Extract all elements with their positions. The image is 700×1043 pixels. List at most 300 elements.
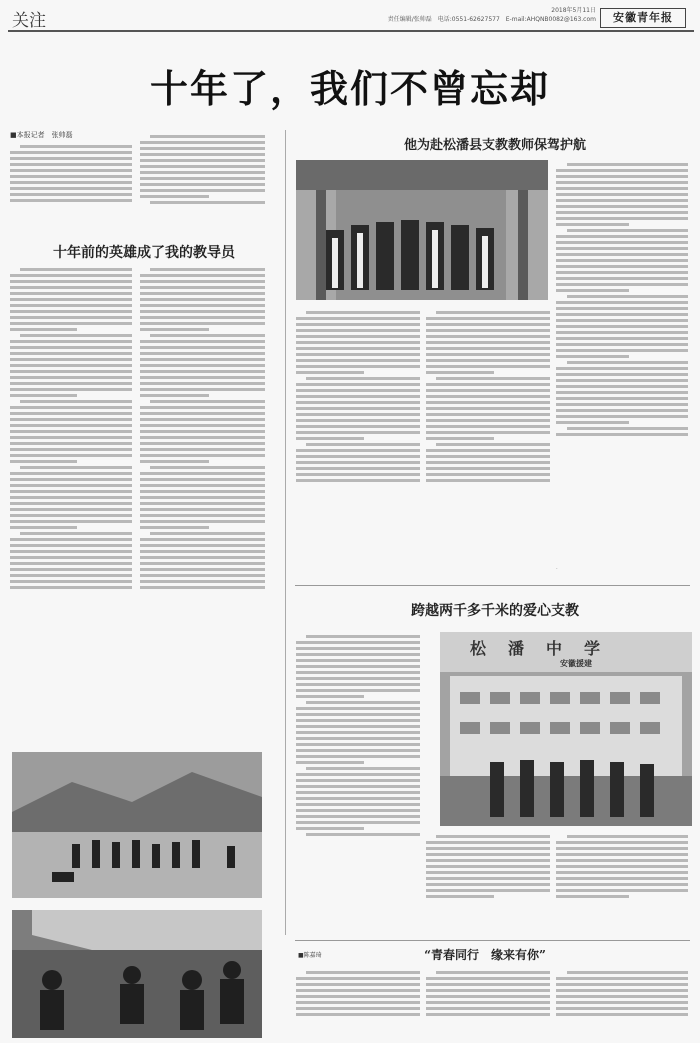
text-line — [150, 268, 265, 271]
text-line — [556, 877, 688, 880]
photo-songpan-school — [440, 632, 692, 826]
masthead: 安徽青年报 — [600, 8, 686, 28]
text-line — [556, 181, 688, 184]
text-line — [296, 995, 420, 998]
text-line — [556, 175, 688, 178]
text-line — [296, 389, 420, 392]
text-line — [140, 364, 265, 367]
text-line — [140, 183, 265, 186]
text-line — [10, 298, 132, 301]
text-block-bottom-1 — [296, 968, 420, 1038]
text-line — [556, 995, 688, 998]
text-block-right-top-1 — [296, 308, 420, 566]
text-line — [556, 343, 688, 346]
text-line — [10, 316, 132, 319]
text-line — [10, 304, 132, 307]
text-line — [436, 971, 550, 974]
text-line — [556, 853, 688, 856]
text-line — [296, 653, 420, 656]
editor-line: 责任编辑/张帅磊 电话:0551-62627577 E-mail:AHQNB0082@163.com — [387, 16, 596, 23]
text-line — [10, 472, 132, 475]
text-line — [296, 809, 420, 812]
text-line — [296, 359, 420, 362]
text-line — [10, 418, 132, 421]
text-line — [140, 568, 265, 571]
text-line — [140, 382, 265, 385]
text-line — [556, 331, 688, 334]
text-line — [10, 454, 132, 457]
text-line — [140, 454, 265, 457]
text-line — [20, 466, 132, 469]
text-line — [556, 355, 629, 358]
text-line — [436, 377, 550, 380]
text-line — [140, 586, 265, 589]
text-line — [426, 865, 550, 868]
text-line — [426, 425, 550, 428]
text-line — [150, 466, 265, 469]
text-line — [556, 271, 688, 274]
text-line — [556, 409, 688, 412]
text-line — [296, 413, 420, 416]
text-line — [556, 307, 688, 310]
text-line — [556, 403, 688, 406]
text-line — [10, 436, 132, 439]
text-line — [567, 361, 688, 364]
text-line — [10, 328, 77, 331]
text-line — [140, 376, 265, 379]
text-line — [296, 479, 420, 482]
text-line — [10, 442, 132, 445]
bottom-divider — [295, 940, 690, 941]
text-line — [426, 353, 550, 356]
photo-tent-camp — [12, 910, 262, 1038]
text-line — [140, 328, 209, 331]
text-line — [140, 538, 265, 541]
text-line — [10, 502, 132, 505]
text-line — [296, 341, 420, 344]
text-line — [140, 472, 265, 475]
text-line — [10, 448, 132, 451]
text-line — [426, 995, 550, 998]
text-line — [436, 835, 550, 838]
text-line — [556, 847, 688, 850]
text-block-right-middle-3 — [556, 832, 688, 934]
text-line — [10, 169, 132, 172]
text-line — [296, 347, 420, 350]
text-line — [426, 853, 550, 856]
section-label: 关注 — [12, 11, 46, 31]
text-line — [556, 841, 688, 844]
text-line — [426, 341, 550, 344]
text-line — [140, 574, 265, 577]
text-block-bottom-3 — [556, 968, 688, 1038]
text-line — [140, 316, 265, 319]
text-line — [296, 665, 420, 668]
text-line — [140, 550, 265, 553]
text-line — [10, 580, 132, 583]
text-line — [296, 1013, 420, 1016]
text-line — [306, 635, 420, 638]
text-line — [10, 484, 132, 487]
text-line — [556, 283, 688, 286]
text-line — [426, 467, 550, 470]
text-line — [296, 1001, 420, 1004]
text-line — [10, 163, 132, 166]
text-line — [140, 340, 265, 343]
text-line — [10, 544, 132, 547]
text-line — [556, 289, 629, 292]
text-line — [140, 502, 265, 505]
text-line — [140, 322, 265, 325]
text-line — [556, 397, 688, 400]
text-line — [556, 211, 688, 214]
text-line — [296, 419, 420, 422]
text-line — [140, 580, 265, 583]
text-line — [10, 538, 132, 541]
text-line — [10, 310, 132, 313]
text-line — [140, 286, 265, 289]
text-line — [140, 147, 265, 150]
text-line — [436, 311, 550, 314]
text-line — [426, 989, 550, 992]
text-line — [296, 647, 420, 650]
text-block-right-top-side — [556, 160, 688, 565]
text-line — [140, 394, 209, 397]
text-line — [567, 971, 688, 974]
text-line — [296, 821, 420, 824]
text-line — [10, 478, 132, 481]
text-block-intro-1 — [10, 142, 132, 237]
text-line — [296, 329, 420, 332]
text-line — [296, 677, 420, 680]
text-line — [10, 193, 132, 196]
text-line — [556, 391, 688, 394]
text-line — [296, 395, 420, 398]
text-line — [140, 508, 265, 511]
text-line — [10, 352, 132, 355]
school-sign: 松 潘 中 学 — [470, 639, 604, 658]
text-line — [140, 195, 209, 198]
text-line — [10, 280, 132, 283]
text-line — [556, 169, 688, 172]
text-line — [556, 415, 688, 418]
text-line — [140, 171, 265, 174]
text-line — [556, 349, 688, 352]
text-line — [426, 871, 550, 874]
text-line — [556, 865, 688, 868]
text-line — [556, 977, 688, 980]
text-line — [426, 413, 550, 416]
text-line — [556, 871, 688, 874]
text-line — [556, 199, 688, 202]
text-line — [296, 779, 420, 782]
text-line — [556, 319, 688, 322]
header-rule — [8, 30, 694, 32]
text-line — [296, 401, 420, 404]
text-line — [10, 496, 132, 499]
text-line — [296, 731, 420, 734]
text-line — [140, 562, 265, 565]
text-line — [140, 358, 265, 361]
text-line — [426, 1007, 550, 1010]
text-line — [296, 1007, 420, 1010]
text-line — [296, 983, 420, 986]
text-line — [426, 877, 550, 880]
text-line — [296, 791, 420, 794]
text-line — [296, 737, 420, 740]
text-line — [426, 359, 550, 362]
text-line — [306, 767, 420, 770]
text-line — [140, 484, 265, 487]
text-line — [556, 187, 688, 190]
text-line — [296, 323, 420, 326]
text-line — [10, 358, 132, 361]
text-line — [426, 1013, 550, 1016]
text-line — [10, 406, 132, 409]
text-line — [296, 989, 420, 992]
text-line — [10, 364, 132, 367]
text-line — [556, 217, 688, 220]
text-line — [140, 370, 265, 373]
text-line — [140, 346, 265, 349]
text-line — [150, 400, 265, 403]
text-line — [10, 424, 132, 427]
text-line — [140, 153, 265, 156]
text-line — [296, 743, 420, 746]
text-line — [556, 1007, 688, 1010]
text-line — [296, 383, 420, 386]
text-line — [426, 1001, 550, 1004]
text-line — [140, 177, 265, 180]
page-headline: 十年了，我们不曾忘却 — [149, 67, 550, 111]
text-line — [556, 313, 688, 316]
text-line — [140, 159, 265, 162]
text-line — [296, 455, 420, 458]
text-line — [10, 340, 132, 343]
text-line — [426, 461, 550, 464]
text-line — [140, 412, 265, 415]
text-line — [556, 889, 688, 892]
text-line — [140, 292, 265, 295]
text-line — [556, 325, 688, 328]
text-line — [556, 247, 688, 250]
text-line — [20, 334, 132, 337]
bottom-byline: ■陈嘉琦 — [298, 952, 322, 959]
text-line — [296, 977, 420, 980]
text-line — [306, 443, 420, 446]
text-line — [296, 719, 420, 722]
photo-teachers-group — [296, 160, 548, 300]
text-line — [10, 370, 132, 373]
text-line — [10, 199, 132, 202]
text-line — [426, 983, 550, 986]
text-line — [296, 827, 364, 830]
text-line — [556, 989, 688, 992]
text-line — [426, 347, 550, 350]
text-line — [140, 526, 209, 529]
text-line — [296, 461, 420, 464]
text-line — [10, 322, 132, 325]
text-line — [140, 280, 265, 283]
text-line — [426, 395, 550, 398]
text-line — [10, 175, 132, 178]
photo-soldiers-field — [12, 752, 262, 898]
right-middle-subtitle: 跨越两千多千米的爱心支教 — [411, 603, 579, 619]
text-line — [556, 983, 688, 986]
text-line — [296, 473, 420, 476]
text-line — [426, 419, 550, 422]
text-line — [426, 383, 550, 386]
text-line — [567, 163, 688, 166]
date-line: 2018年5月11日 — [551, 7, 596, 14]
text-line — [567, 427, 688, 430]
text-line — [426, 455, 550, 458]
text-line — [140, 304, 265, 307]
text-line — [140, 490, 265, 493]
text-line — [10, 376, 132, 379]
text-line — [296, 785, 420, 788]
text-line — [426, 859, 550, 862]
text-line — [296, 725, 420, 728]
text-line — [556, 373, 688, 376]
text-line — [296, 431, 420, 434]
text-line — [140, 556, 265, 559]
bottom-subtitle: “青春同行 缘来有你” — [424, 948, 546, 962]
text-line — [296, 425, 420, 428]
text-line — [140, 520, 265, 523]
text-line — [556, 385, 688, 388]
text-line — [296, 365, 420, 368]
text-line — [150, 334, 265, 337]
text-line — [140, 448, 265, 451]
text-line — [556, 1001, 688, 1004]
text-line — [10, 394, 77, 397]
text-line — [140, 478, 265, 481]
header-meta — [388, 6, 596, 24]
text-line — [140, 141, 265, 144]
page-header — [8, 4, 694, 34]
text-line — [296, 671, 420, 674]
text-line — [10, 157, 132, 160]
text-line — [140, 418, 265, 421]
text-line — [556, 859, 688, 862]
text-line — [567, 229, 688, 232]
text-line — [426, 317, 550, 320]
text-line — [306, 377, 420, 380]
text-line — [296, 335, 420, 338]
text-line — [296, 683, 420, 686]
text-line — [10, 556, 132, 559]
right-top-signature: · — [556, 566, 558, 572]
text-line — [296, 317, 420, 320]
right-top-subtitle: 他为赴松潘县支教教师保驾护航 — [403, 138, 586, 153]
text-line — [567, 835, 688, 838]
text-line — [10, 586, 132, 589]
text-line — [426, 895, 494, 898]
text-line — [140, 274, 265, 277]
text-line — [150, 532, 265, 535]
text-line — [20, 532, 132, 535]
text-line — [426, 449, 550, 452]
text-line — [426, 889, 550, 892]
text-block-right-top-2 — [426, 308, 550, 566]
text-line — [10, 508, 132, 511]
text-line — [10, 187, 132, 190]
text-line — [296, 749, 420, 752]
text-line — [10, 574, 132, 577]
text-line — [296, 755, 420, 758]
text-line — [10, 151, 132, 154]
text-line — [140, 514, 265, 517]
text-line — [426, 847, 550, 850]
text-line — [426, 407, 550, 410]
text-line — [426, 479, 550, 482]
main-subtitle: 十年前的英雄成了我的教导员 — [53, 245, 235, 261]
text-line — [140, 436, 265, 439]
text-line — [150, 201, 265, 204]
text-line — [306, 971, 420, 974]
text-line — [426, 329, 550, 332]
text-line — [556, 301, 688, 304]
text-line — [10, 490, 132, 493]
text-line — [10, 286, 132, 289]
text-line — [567, 295, 688, 298]
text-line — [10, 181, 132, 184]
text-line — [556, 433, 688, 436]
text-line — [296, 707, 420, 710]
text-line — [140, 298, 265, 301]
text-line — [426, 371, 494, 374]
text-line — [426, 401, 550, 404]
school-sign-sub: 安徽援建 — [560, 659, 592, 668]
text-line — [556, 379, 688, 382]
text-line — [296, 353, 420, 356]
text-line — [426, 473, 550, 476]
text-block-right-middle-2 — [426, 832, 550, 934]
text-line — [10, 568, 132, 571]
text-line — [140, 352, 265, 355]
text-line — [556, 265, 688, 268]
section-divider — [295, 585, 690, 586]
text-line — [556, 367, 688, 370]
text-line — [140, 460, 209, 463]
text-line — [556, 895, 629, 898]
text-line — [296, 761, 364, 764]
text-line — [556, 1013, 688, 1016]
text-line — [426, 365, 550, 368]
text-line — [426, 431, 550, 434]
text-line — [556, 259, 688, 262]
text-line — [296, 659, 420, 662]
text-line — [10, 550, 132, 553]
text-line — [426, 437, 494, 440]
text-line — [10, 382, 132, 385]
text-line — [296, 437, 364, 440]
text-line — [296, 641, 420, 644]
text-line — [140, 189, 265, 192]
text-line — [556, 241, 688, 244]
text-line — [140, 388, 265, 391]
text-line — [426, 841, 550, 844]
text-line — [140, 544, 265, 547]
text-line — [306, 833, 420, 836]
column-divider — [285, 130, 286, 935]
text-line — [10, 520, 132, 523]
text-line — [556, 253, 688, 256]
text-line — [140, 424, 265, 427]
text-block-main-2 — [140, 265, 265, 743]
text-line — [556, 421, 629, 424]
